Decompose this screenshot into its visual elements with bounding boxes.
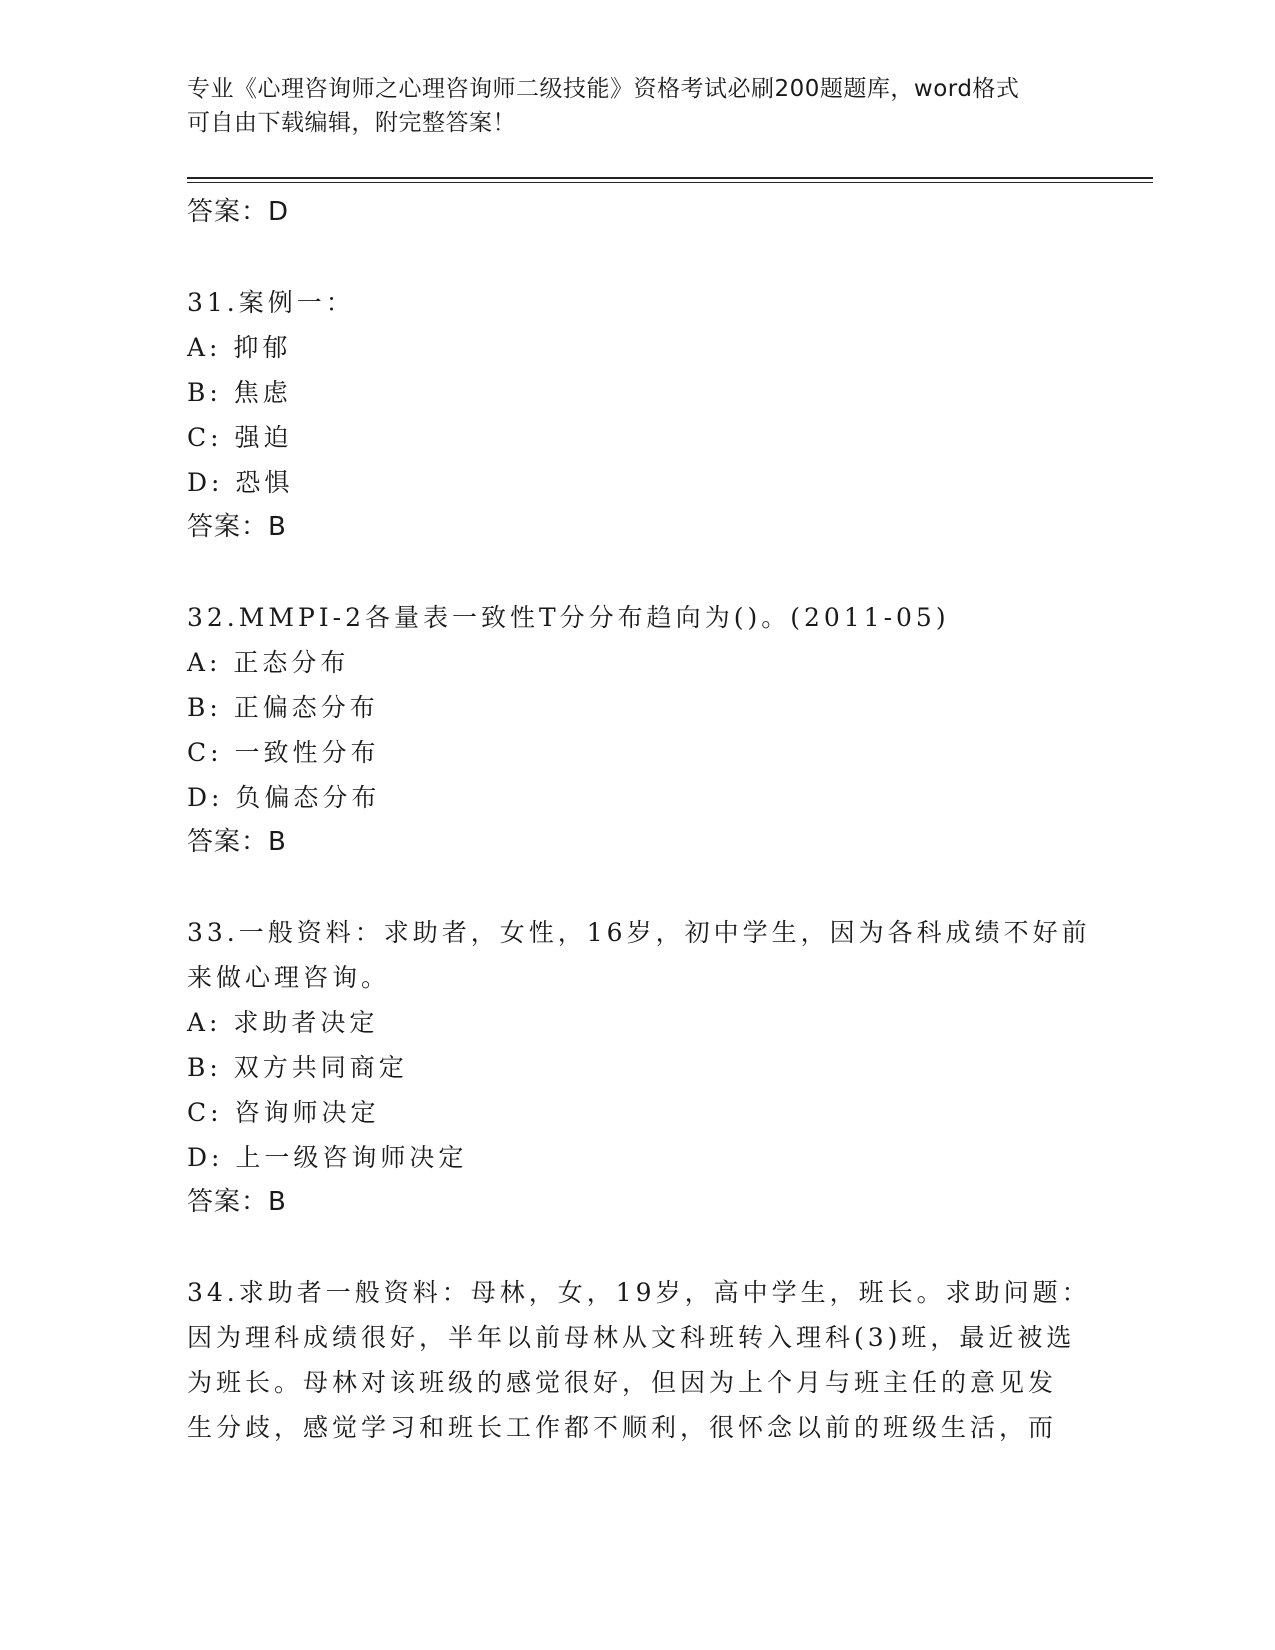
document-body [187,190,1091,1450]
option-a: A: 正态分布 [187,648,350,677]
option-c: C: 咨询师决定 [187,1098,380,1127]
header-line-1: 专业《心理咨询师之心理咨询师二级技能》资格考试必刷200题题库，word格式 [187,76,1020,102]
question-text: 案例一： [238,288,355,317]
question-stem [187,1270,1091,1315]
question-number: 34. [187,1278,239,1307]
question-stem [187,595,1087,640]
question-text: 一般资料：求助者，女性，16岁，初中学生，因为各科成绩不好前 [238,918,1091,947]
page-header [187,72,1067,140]
answer-line: 答案：D [187,197,290,227]
question-number: 32. [187,603,239,632]
question-stem [187,280,1087,325]
question-31 [187,280,1087,550]
option-b: B: 双方共同商定 [187,1053,408,1082]
question-text-continued: 来做心理咨询。 [187,963,391,992]
question-34 [187,1270,1091,1450]
option-c: C: 一致性分布 [187,738,380,767]
answer-line: 答案：B [187,512,287,542]
question-text-continued: 为班长。母林对该班级的感觉很好，但因为上个月与班主任的意见发 [187,1368,1058,1397]
question-number: 33. [187,918,239,947]
header-divider [187,177,1153,183]
option-a: A: 求助者决定 [187,1008,379,1037]
option-b: B: 焦虑 [187,378,292,407]
option-a: A: 抑郁 [187,333,292,362]
question-text: 求助者一般资料：母林，女，19岁，高中学生，班长。求助问题： [238,1278,1091,1307]
question-stem [187,910,1091,955]
answer-line: 答案：B [187,1187,287,1217]
option-d: D: 负偏态分布 [187,783,381,812]
option-d: D: 恐惧 [187,468,294,497]
question-number: 31. [187,288,239,317]
question-32 [187,595,1087,865]
header-line-2: 可自由下载编辑，附完整答案！ [187,110,516,136]
question-text-continued: 生分歧，感觉学习和班长工作都不顺利，很怀念以前的班级生活，而 [187,1413,1058,1442]
option-d: D: 上一级咨询师决定 [187,1143,468,1172]
question-text: MMPI-2各量表一致性T分分布趋向为()。(2011-05) [238,603,950,632]
question-text-continued: 因为理科成绩很好，半年以前母林从文科班转入理科(3)班，最近被选 [187,1323,1076,1352]
option-c: C: 强迫 [187,423,293,452]
answer-line: 答案：B [187,827,287,857]
option-b: B: 正偏态分布 [187,693,379,722]
question-33 [187,910,1091,1225]
